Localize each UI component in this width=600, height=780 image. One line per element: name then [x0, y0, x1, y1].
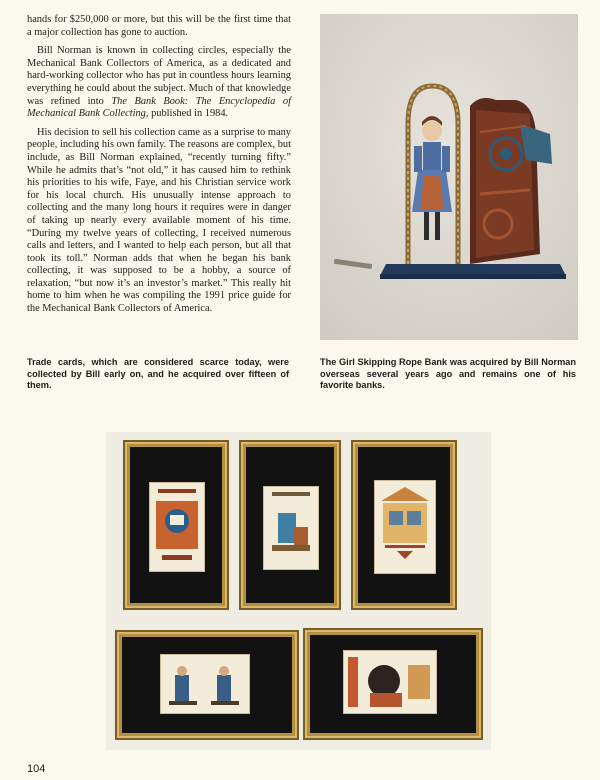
paragraph-1: hands for $250,000 or more, but this will be the first time that a major collection has gone to auction. — [27, 14, 291, 38]
trade-card-art — [344, 651, 436, 713]
trade-card-art — [150, 483, 204, 571]
article-text — [27, 14, 291, 322]
trade-card — [374, 480, 436, 574]
trade-card-frame — [303, 628, 483, 740]
book-title: The Bank Book: The Encyclopedia of Mechanical Bank Collecting, — [27, 95, 291, 120]
page-number: 104 — [27, 763, 46, 775]
trade-card-frame — [115, 630, 299, 740]
trade-card-art — [161, 655, 249, 713]
trade-card — [263, 486, 319, 570]
paragraph-2-end: published in 1984. — [148, 108, 229, 120]
trade-cards-caption: Trade cards, which are considered scarce today, were collected by Bill early on, and he acquired over fifteen of them. — [27, 357, 289, 391]
bank-caption: The Girl Skipping Rope Bank was acquired by Bill Norman overseas several years ago and remains one of his favorite banks. — [320, 357, 576, 391]
trade-card-frame — [351, 440, 457, 610]
girl-skipping-rope-bank-photo — [320, 14, 578, 340]
trade-card-art — [264, 487, 318, 569]
trade-card-frame — [123, 440, 229, 610]
bank-illustration — [320, 14, 578, 340]
framed-trade-cards-photo — [106, 432, 491, 750]
trade-card — [160, 654, 250, 714]
paragraph-2 — [27, 45, 291, 121]
paragraph-3: His decision to sell his collection came as a surprise to many people, including his own family. The reasons are complex, but include, as Bill Norman explained, “recently turning fifty.” While he admits that’s “not old,” it has caused him to rethink his priorities to his wife, Faye, and his Christian service work for his local church. His unusually intense approach to collecting and the many long hours it requires were in danger of taking up nearly every available moment of his time. “During my twelve years of collecting, I received numerous calls and letters, and I wanted to help each person, but all that took its toll.” Norman adds that when he began his bank collecting, it was supposed to be a hobby, a source of relaxation, “but now it’s an investor’s market.” This really hit home to him when he was compiling the 1991 price guide for the Mechanical Bank Collectors of America. — [27, 126, 291, 315]
paragraph-2-intro: Bill Norman is known in collecting circles, especially the Mechanical Bank Collectors of America, as a dedicated and hard-working collector who has put in countless hours learning everything he could about the subject. Much of that knowledge was refined into — [27, 45, 291, 107]
trade-card — [343, 650, 437, 714]
trade-card-art — [375, 481, 435, 573]
trade-card-frame — [239, 440, 341, 610]
trade-card — [149, 482, 205, 572]
